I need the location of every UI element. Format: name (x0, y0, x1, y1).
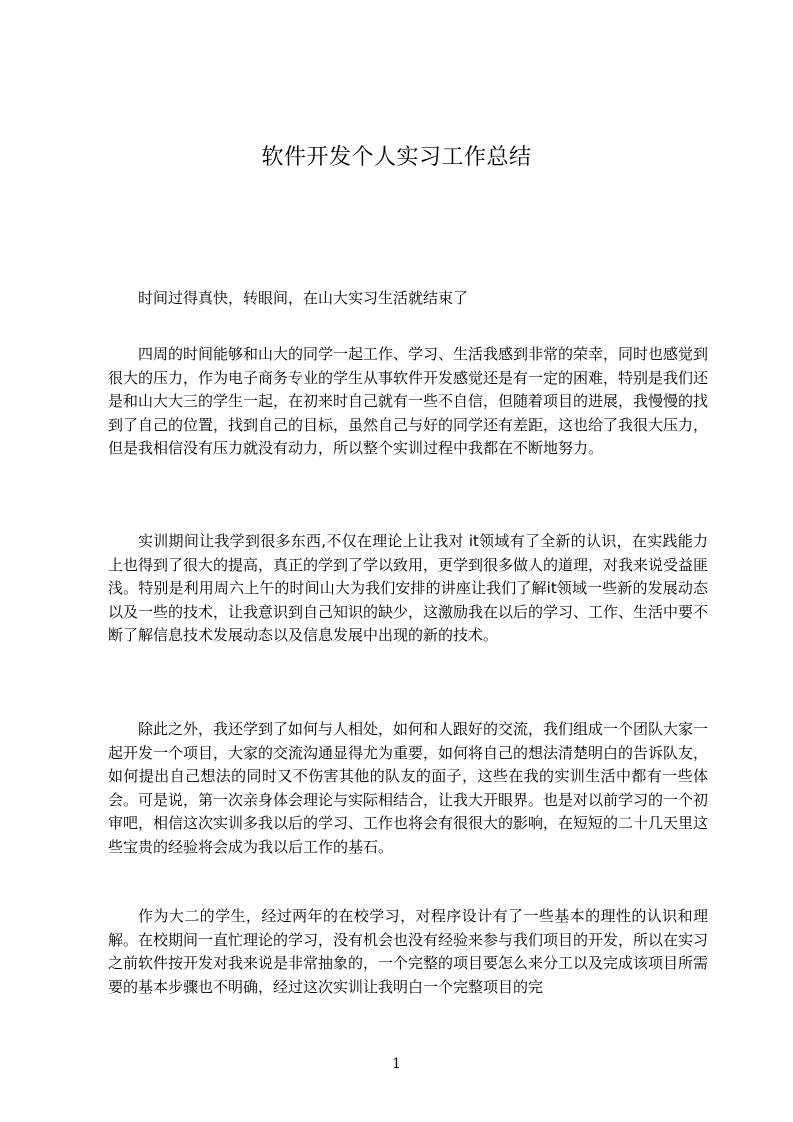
paragraph-sophomore: 作为大二的学生，经过两年的在校学习，对程序设计有了一些基本的理性的认识和理解。在校期间一直忙理论的学习，没有机会也没有经验来参与我们项目的开发，所以在实习之前软件按开发对我来说是非常抽象的，一个完整的项目要怎么来分工以及完成该项目所需要的基本步骤也不明确，经过这次实训让我明白一个完整项目的完 (108, 907, 709, 996)
paragraph-intro: 时间过得真快，转眼间，在山大实习生活就结束了 (138, 289, 469, 307)
paragraph-four-weeks: 四周的时间能够和山大的同学一起工作、学习、生活我感到非常的荣幸，同时也感觉到很大的压力，作为电子商务专业的学生从事软件开发感觉还是有一定的困难，特别是我们还是和山大大三的学生一起，在初来时自己就有一些不自信，但随着项目的进展，我慢慢的找到了自己的位置，找到自己的目标，虽然自己与好的同学还有差距，这也给了我很大压力，但是我相信没有压力就没有动力，所以整个实训过程中我都在不断地努力。 (108, 345, 709, 457)
document-title: 软件开发个人实习工作总结 (261, 145, 532, 170)
paragraph-teamwork: 除此之外，我还学到了如何与人相处，如何和人跟好的交流，我们组成一个团队大家一起开发一个项目，大家的交流沟通显得尤为重要，如何将自己的想法清楚明白的告诉队友，如何提出自己想法的同时又不伤害其他的队友的面子，这些在我的实训生活中都有一些体会。可是说，第一次亲身体会理论与实际相结合，让我大开眼界。也是对以前学习的一个初审吧，相信这次实训多我以后的学习、工作也将会有很很大的影响，在短短的二十几天里这些宝贵的经验将会成为我以后工作的基石。 (108, 720, 709, 856)
paragraph-training-learning: 实训期间让我学到很多东西,不仅在理论上让我对 it领域有了全新的认识，在实践能力上也得到了很大的提高，真正的学到了学以致用，更学到很多做人的道理，对我来说受益匪浅。特别是利用周六上午的时间山大为我们安排的讲座让我们了解it领域一些新的发展动态以及一些的技术，让我意识到自己知识的缺少，这激励我在以后的学习、工作、生活中要不断了解信息技术发展动态以及信息发展中出现的新的技术。 (108, 532, 709, 644)
page-number: 1 (392, 1056, 401, 1072)
